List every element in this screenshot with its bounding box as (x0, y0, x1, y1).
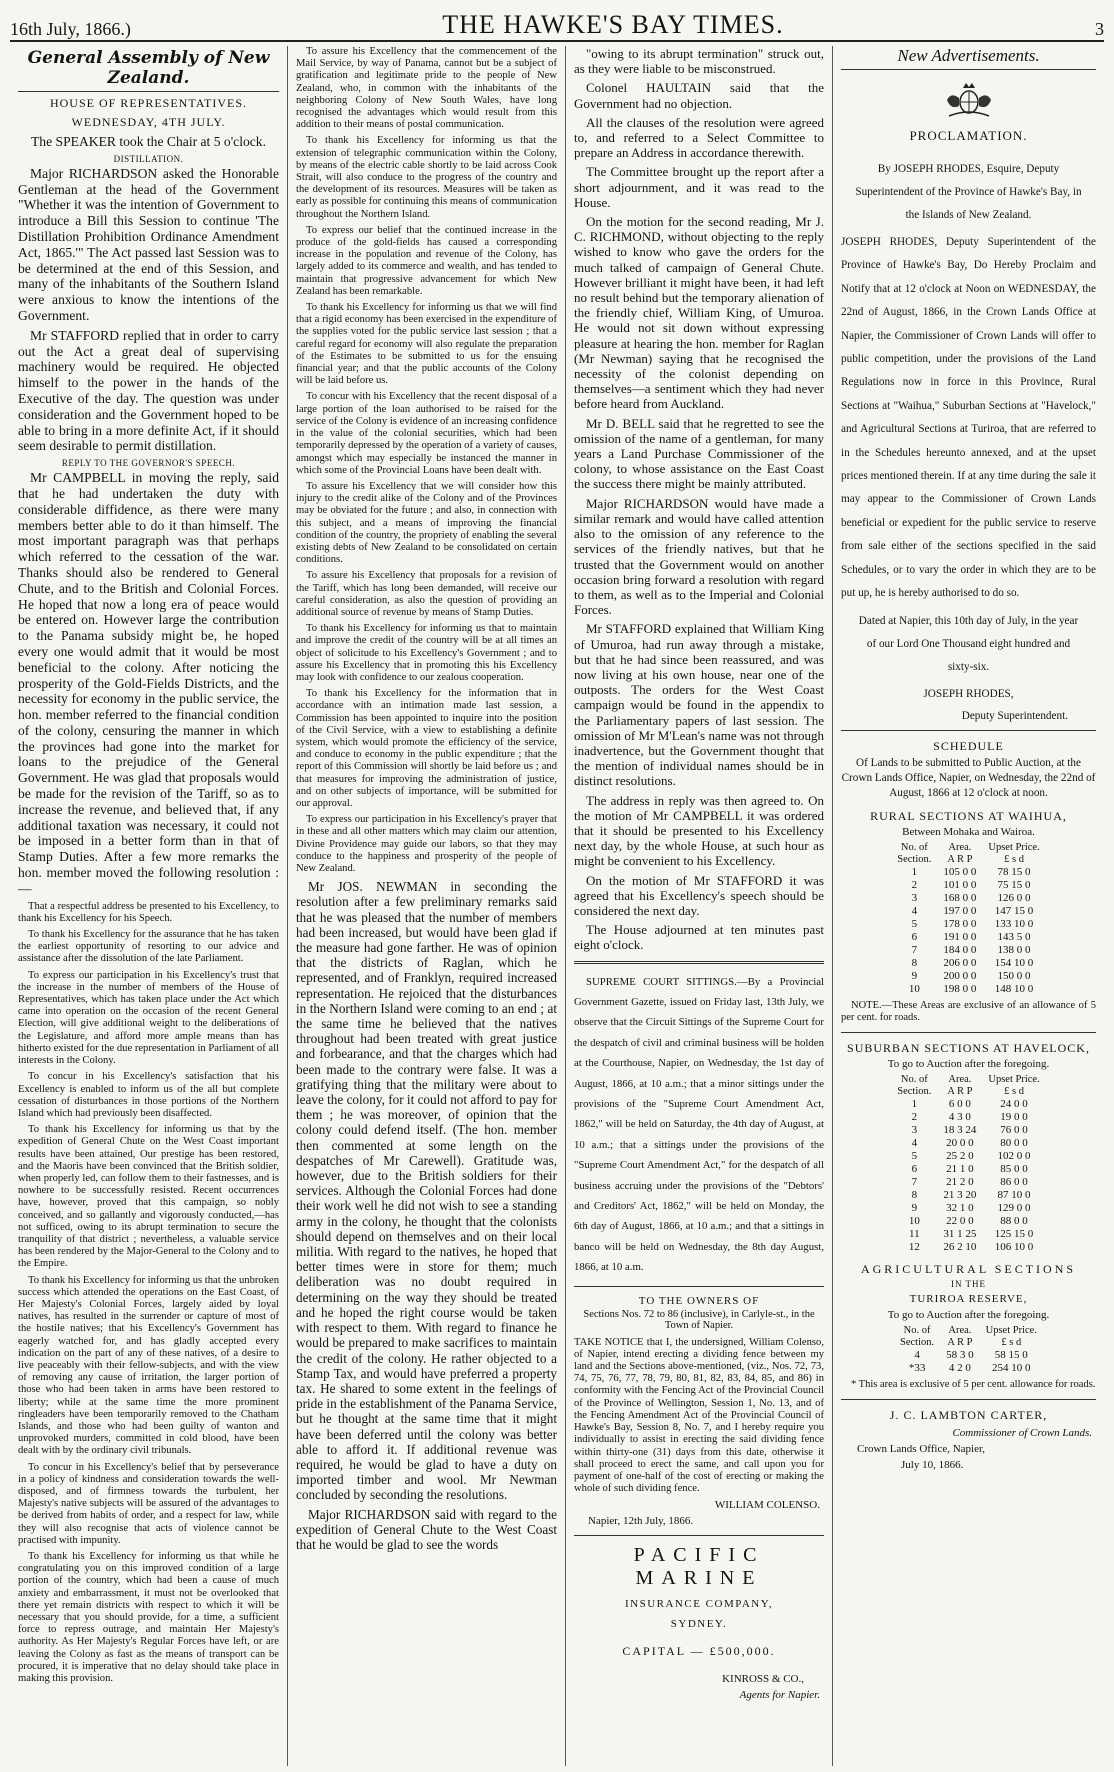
divider (841, 1032, 1096, 1033)
table-cell: 102 0 0 (997, 1149, 1031, 1162)
table-cell: 184 0 0 (943, 943, 977, 956)
table-cell: 18 3 24 (943, 1123, 977, 1136)
paragraph: Mr D. BELL said that he regretted to see the omission of the name of a gentleman, for many years a Land Purchase Commissioner of the colony, to whose assistance on the East Coast the success there might be mainly attributed. (574, 415, 824, 492)
final-role: Commissioner of Crown Lands. (952, 1426, 1092, 1439)
table-cell: 101 0 0 (943, 878, 977, 891)
resolution: To express our participation in his Excellency's trust that the increase in the number of members of the House of Representatives, which has taken place under the Act which came into operation on the occasion of the recent General Election, will give additional weight to the deliberations of the Legislature, and afford more ample means than has hitherto existed for the due representation in Parliament of all interests in the Colony. (18, 969, 279, 1067)
column-header: Section. (900, 1336, 935, 1348)
resolution: To assure his Excellency that proposals for a revision of the Tariff, which has long been demanded, will receive our careful consideration, as also the question of providing an additional source of revenue by means of Stamp Duties. (296, 570, 557, 618)
proclamation-byline: By JOSEPH RHODES, Esquire, Deputy Superintendent of the Province of Hawke's Bay, in the Islands of New Zealand. (855, 163, 1082, 221)
table-cell: 4 (914, 1348, 920, 1361)
new-advertisements-heading: New Advertisements. (841, 46, 1096, 70)
house-heading: HOUSE OF REPRESENTATIVES. (49, 96, 248, 110)
table-row (891, 957, 1045, 970)
proclamation-body: JOSEPH RHODES, Deputy Superintendent of the Province of Hawke's Bay, Do Hereby Proclaim and Notify that at 12 o'clock at Noon on WEDNESDAY, the 22nd of August, 1866, in the Crown Lands Office at Napier, the Commissioner of Crown Lands will offer to public competition, under the provisions of the Land Regulations now in force in this Province, Rural Sections at "Waihua," Suburban Sections at "Havelock," and Agricultural Sections at Turiroa, that are referred to in the Schedules hereunto annexed, and at the upset prices mentioned therein. If at any time during the sale it may appear to the Commissioner of Crown Lands beneficial or expedient for the public service to reserve from sale either of the sections specified in the said Schedules, or to vary the order in which they are to be put up, he is hereby authorised to do so. (841, 236, 1096, 600)
suburban-table (891, 1074, 1045, 1254)
table-row (891, 970, 1045, 983)
table-row (891, 879, 1045, 892)
table-cell: 88 0 0 (1000, 1214, 1028, 1227)
agri-note: * This area is exclusive of 5 per cent. allowance for roads. (851, 1378, 1096, 1390)
paragraph: "owing to its abrupt termination" struck out, as they were liable to be misconstrued. (574, 46, 824, 77)
opening-line: The SPEAKER took the Chair at 5 o'clock. (30, 134, 267, 149)
table-cell: 21 2 0 (946, 1175, 974, 1188)
table-cell: 105 0 0 (943, 865, 977, 878)
column-header: Section. (897, 853, 932, 865)
column-header: A R P (947, 853, 973, 865)
proclamation-heading: PROCLAMATION. (909, 128, 1028, 143)
proclamation-signature: JOSEPH RHODES, (923, 687, 1014, 700)
section-headline: General Assembly of New Zealand. (18, 48, 279, 92)
table-cell: 11 (909, 1227, 920, 1240)
table-cell: 126 0 0 (997, 891, 1031, 904)
table-cell: 76 0 0 (1000, 1123, 1028, 1136)
resolution: To thank his Excellency for the assurance that he has taken the earliest opportunity of resorting to our advice and assistance after the dissolution of the late Parliament. (18, 929, 279, 965)
table-row (891, 918, 1045, 931)
divider (574, 1535, 824, 1536)
page-number: 3 (1095, 19, 1104, 39)
agri-reserve: TURIROA RESERVE, (909, 1292, 1028, 1305)
table-row (891, 905, 1045, 918)
newspaper-title: THE HAWKE'S BAY TIMES. (442, 10, 784, 39)
column-header: No. of (900, 841, 928, 853)
column-header: No. of (903, 1324, 931, 1336)
paragraph: The address in reply was then agreed to. On the motion of Mr CAMPBELL it was ordered that it should be presented to his Excellency next day, by the whole House, at such hour as might be convenient to his Excellency. (574, 792, 824, 869)
table-cell: 3 (911, 1123, 918, 1136)
table-row (891, 1137, 1045, 1150)
table-row (891, 866, 1045, 879)
agri-subtitle: To go to Auction after the foregoing. (887, 1308, 1050, 1321)
table-cell: 8 (911, 956, 918, 969)
column-4 (833, 46, 1104, 1766)
rural-heading: RURAL SECTIONS AT WAIHUA, (870, 808, 1067, 823)
table-row (894, 1362, 1043, 1375)
table-cell: 80 0 0 (1000, 1136, 1028, 1149)
column-header: A R P (947, 1336, 973, 1348)
table-cell: 168 0 0 (943, 891, 977, 904)
column-header: No. of (900, 1073, 928, 1085)
sitting-date: WEDNESDAY, 4TH JULY. (71, 115, 226, 129)
table-cell: 32 1 0 (946, 1201, 974, 1214)
column-header: £ s d (1004, 1085, 1024, 1097)
table-cell: 147 15 0 (994, 904, 1034, 917)
table-cell: 5 (911, 1149, 918, 1162)
table-cell: 24 0 0 (1000, 1097, 1028, 1110)
court-notice: SUPREME COURT SITTINGS.—By a Provincial Government Gazette, issued on Friday last, 13th July, we observe that the Circuit Sittings of the Supreme Court for the despatch of civil and criminal business will be holden at the Courthouse, Napier, on Wednesday, the 1st day of August, 1866, at 10 a.m.; that a minor sittings under the provisions of the "Supreme Court Amendment Act, 1862," will be held on Saturday, the 4th day of August, at 10 a.m.; that a sittings under the provisions of the "Supreme Court Amendment Act," for the despatch of all business accruing under the provisions of the "Debtors' and Creditors' Act, 1862," will be held on Monday, the 6th day of August, 1866, at 10 a.m.; and that a sittings in banco will be held on Wednesday, the 8th day August, 1866, at 10 a.m. (574, 975, 824, 1274)
resolution: To thank his Excellency for informing us that the extension of telegraphic communication within the Colony, by means of the electric cable shortly to be laid across Cook Strait, will also conduce to the progress of the country and the development of its resources. Measures will be taken as early as possible for continuing this means of communication throughout the Northern Island. (296, 135, 557, 220)
paragraph: Mr STAFFORD explained that William King of Umuroa, had run away through a mistake, but that he had since been reassured, and was now living at his own house, near one of the outposts. The orders for the West Coast campaign would be found in the appendix to the Parliamentary papers of last session. The omission of Mr M'Lean's name was not through inadvertence, but the Government thought that the mention of individual names should be in distinct resolutions. (574, 621, 824, 789)
owners-title: TO THE OWNERS OF (638, 1294, 760, 1307)
table-cell: 5 (911, 917, 918, 930)
resolution: To thank his Excellency for informing us that by the expedition of General Chute on the West Coast important results have been attained, Our prestige has been restored, and the Maoris have been convinced that the British soldier, when properly led, can follow them to their fastnesses, and is nowhere to be successfully resisted. Recent occurrences have, however, proved that this campaign, so nobly conceived, and so gallantly and vigorously conducted,—has not sufficed, owing to its abrupt termination to secure the tranquility of that district ; nevertheless, a valuable service has been rendered by the Major-General to the Colony and to the Empire. (18, 1124, 279, 1270)
divider (841, 1399, 1096, 1400)
subhead-distillation: DISTILLATION. (113, 153, 184, 164)
paragraph: Colonel HAULTAIN said that the Government had no objection. (574, 80, 824, 111)
table-cell: 197 0 0 (943, 904, 977, 917)
owners-signature: WILLIAM COLENSO. (714, 1499, 820, 1512)
table-row (891, 1215, 1045, 1228)
table-cell: 12 (908, 1240, 920, 1253)
final-signature: J. C. LAMBTON CARTER, (889, 1407, 1048, 1422)
paragraph: On the motion for the second reading, Mr J. C. RICHMOND, without objecting to the reply wished to know who gave the orders for the much talked of campaign of General Chute. However brilliant it might have been, it had left no result behind but the temporary alienation of the friendly chief, William King, of Umuroa. He would not sit down without expressing pleasure at hearing the hon. member for Raglan (Mr Newman) saying that he recognised the necessity of the colonist depending on themselves—a sentiment which they had never before heard from Auckland. (574, 214, 824, 412)
agri-heading: AGRICULTURAL SECTIONS (860, 1261, 1077, 1276)
owners-date: Napier, 12th July, 1866. (588, 1515, 694, 1528)
proclamation-signature-role: Deputy Superintendent. (961, 709, 1068, 722)
pacific-agent: KINROSS & CO., (722, 1673, 804, 1686)
table-cell: 4 3 0 (948, 1110, 971, 1123)
table-cell: 1 (911, 865, 918, 878)
column-header: Upset Price. (988, 1073, 1040, 1085)
paragraph: On the motion of Mr STAFFORD it was agreed that his Excellency's speech should be considered the next day. (574, 872, 824, 918)
table-cell: 20 0 0 (946, 1136, 974, 1149)
table-cell: 1 (911, 1097, 918, 1110)
divider (841, 730, 1096, 731)
divider (574, 961, 824, 964)
table-cell: *33 (908, 1361, 926, 1374)
table-row (891, 1163, 1045, 1176)
table-cell: 200 0 0 (943, 969, 977, 982)
rural-note: NOTE.—These Areas are exclusive of an allowance of 5 per cent. for roads. (841, 999, 1096, 1023)
suburban-heading: SUBURBAN SECTIONS AT HAVELOCK, (847, 1040, 1090, 1055)
agri-table (894, 1325, 1043, 1375)
schedule-subtitle: Of Lands to be submitted to Public Auction, at the Crown Lands Office, Napier, on Wednesday, the 22nd of August, 1866 at 12 o'clock at noon. (841, 756, 1096, 799)
table-cell: 4 (911, 1136, 918, 1149)
paragraph: Major RICHARDSON said with regard to the expedition of General Chute to the West Coast that he would be glad to see the words (296, 1506, 557, 1552)
table-row (891, 1124, 1045, 1137)
agri-in: IN THE (950, 1278, 987, 1289)
column-header: Area. (948, 841, 972, 853)
table-cell: 6 (911, 1162, 918, 1175)
column-header: A R P (947, 1085, 973, 1097)
column-header: Upset Price. (985, 1324, 1037, 1336)
pacific-subtitle: INSURANCE COMPANY, (624, 1598, 774, 1611)
table-cell: 7 (911, 1175, 918, 1188)
pacific-city: SYDNEY. (670, 1618, 728, 1631)
resolution: To assure his Excellency that we will consider how this injury to the credit alike of the Colony and of the Provinces may be obviated for the future ; and also, in connection with this subject, and a means of improving the financial condition of the country, the propriety of enabling the several existing debts of New Zealand to be consolidated on certain conditions. (296, 480, 557, 566)
paragraph: All the clauses of the resolution were agreed to, and referred to a Select Committee to prepare an Address in accordance therewith. (574, 114, 824, 161)
column-header: Section. (897, 1085, 932, 1097)
table-cell: 254 10 0 (992, 1361, 1031, 1374)
table-cell: 9 (911, 969, 918, 982)
table-cell: 10 (908, 1214, 920, 1227)
resolution: To thank his Excellency for informing us that the unbroken success which attended the operations on the East Coast, of Her Majesty's Colonial Forces, largely aided by loyal natives, has resulted in the surrender or capture of most of the hostile natives; that his Excellency's Government has eagerly watched for, and has gladly accepted every indication on the part of any of these natives, of a desire to live peaceably with their fellow-subjects, and with the view of removing any cause of irritation, the larger portion of those who had been taken in arms have been restored to liberty; while at the same time the more prominent ringleaders have been temporarily removed to the Chatham Islands, and those who had been guilty of wanton and unprovoked murders, committed in cold blood, have been dealt with by the ordinary civil tribunals. (18, 1274, 279, 1457)
table-cell: 6 0 0 (948, 1097, 971, 1110)
table-cell: 133 10 0 (994, 917, 1034, 930)
resolution: To concur in his Excellency's belief that by perseverance in a policy of kindness and consideration towards the well-disposed, and of firmness towards the turbulent, her Majesty's native subjects will be assured of the advantages to be derived from habits of order, and a respect for law, while they will also recognise that acts of violence cannot be practised with impunity. (18, 1461, 279, 1546)
table-row (891, 944, 1045, 957)
table-cell: 138 0 0 (997, 943, 1031, 956)
resolution: To express our participation in his Excellency's prayer that in these and all other matters which may claim our attention, Divine Providence may guide our labors, so that they may conduce to the happiness and prosperity of the people of New Zealand. (296, 814, 557, 874)
table-cell: 206 0 0 (943, 956, 977, 969)
proclamation-dated: Dated at Napier, this 10th day of July, in the year of our Lord One Thousand eight hundred and sixty-six. (858, 614, 1079, 673)
table-cell: 6 (911, 930, 918, 943)
table-cell: 26 2 10 (943, 1240, 977, 1253)
table-cell: 191 0 0 (943, 930, 977, 943)
table-cell: 58 3 0 (946, 1348, 974, 1361)
table-cell: 2 (911, 878, 918, 891)
column-header: Upset Price. (988, 841, 1040, 853)
table-cell: 21 3 20 (943, 1188, 977, 1201)
table-cell: 75 15 0 (997, 878, 1031, 891)
table-cell: 78 15 0 (997, 865, 1031, 878)
royal-crest-icon (841, 78, 1096, 120)
table-cell: 143 5 0 (997, 930, 1031, 943)
resolution: To thank his Excellency for informing us that while he congratulating you on this improved condition of a large portion of the country, which had been a cause of much anxiety and embarrassment, it must not be overlooked that there yet remain districts with respect to which it will be necessary that you should provide, for a time, a sufficient force to repress outrage, and maintain Her Majesty's authority. As Her Majesty's Regular Forces have left, or are leaving the Colony as fast as the means of transport can be procured, it is imperative that no delay should take place in making this provision. (18, 1551, 279, 1685)
resolution: That a respectful address be presented to his Excellency, to thank his Excellency for his Speech. (18, 900, 279, 924)
table-cell: 2 (911, 1110, 918, 1123)
table-cell: 31 1 25 (943, 1227, 977, 1240)
table-cell: 21 1 0 (946, 1162, 974, 1175)
final-office: Crown Lands Office, Napier, (857, 1442, 985, 1455)
table-row (894, 1349, 1043, 1362)
table-row (891, 1111, 1045, 1124)
pacific-title: PACIFIC MARINE (633, 1544, 765, 1590)
resolution: To thank his Excellency for the information that in accordance with an intimation made last session, a Commission has been appointed to inquire into the position of the Civil Service, with a view to establishing a definite system, which would promote the efficiency of the service, and conduce to economy in the public expenditure ; that the report of this Commission will shortly be laid before us ; and that measures for improving the administration of justice, and on other subjects of importance, will be submitted for our approval. (296, 688, 557, 809)
rural-table (891, 842, 1045, 996)
table-cell: 58 15 0 (994, 1348, 1028, 1361)
column-2 (288, 46, 566, 1766)
paragraph: Major RICHARDSON would have made a similar remark and would have called attention also to the omission of any reference to the services of the friendly natives, but that he trusted that the Government would on another occasion bring forward a resolution with regard to them, as well as to the Imperial and Colonial Forces. (574, 495, 824, 618)
table-row (891, 1176, 1045, 1189)
table-cell: 19 0 0 (1000, 1110, 1028, 1123)
table-cell: 4 (911, 904, 918, 917)
paragraph: The Committee brought up the report after a short adjournment, and it was read to the House. (574, 164, 824, 210)
table-cell: 198 0 0 (943, 982, 977, 995)
divider (574, 1286, 824, 1287)
resolution: To thank his Excellency for informing us that we will find that a rigid economy has been exercised in the expenditure of the supplies voted for the public service last session ; that a careful regard for economy will also regulate the preparation of the Estimates to be submitted to us for the ensuing financial year; and that the public accounts of the Colony will be laid before us. (296, 302, 557, 387)
final-date: July 10, 1866. (901, 1458, 964, 1471)
column-1 (10, 46, 288, 1766)
pacific-agent-role: Agents for Napier. (739, 1689, 820, 1702)
resolution: To assure his Excellency that the commencement of the Mail Service, by way of Panama, cannot but be a subject of gratification and legitimate pride to the people of New Zealand, who, in common with the inhabitants of the neighboring Colony of New South Wales, have long recognised the advantages which would result from this addition to their means of postal communication. (296, 46, 557, 131)
table-cell: 22 0 0 (946, 1214, 974, 1227)
table-cell: 86 0 0 (1000, 1175, 1028, 1188)
table-row (891, 1241, 1045, 1254)
table-cell: 87 10 0 (997, 1188, 1031, 1201)
resolution: To thank his Excellency for informing us that to maintain and improve the credit of the country will be at all times an object of solicitude to his Excellency's Government ; and to assure his Excellency that in promoting this his Excellency may look with confidence to our zealous cooperation. (296, 623, 557, 683)
table-cell: 9 (911, 1201, 918, 1214)
table-row (891, 1189, 1045, 1202)
table-row (891, 1228, 1045, 1241)
table-cell: 125 15 0 (994, 1227, 1034, 1240)
paragraph: Major RICHARDSON asked the Honorable Gentleman at the head of the Government "Whether it was the intention of Government to introduce a Bill this Session to continue 'The Distillation Prohibition Ordinance Amendment Act, 1865.'" The Act passed last Session was to be determined at the end of this Session, and many of the inhabitants of the Southern Island were anxious to know the intentions of the Government. (18, 165, 279, 323)
column-3 (566, 46, 833, 1766)
paragraph: Mr JOS. NEWMAN in seconding the resolution after a few preliminary remarks said that he was pleased that the number of members had been increased, but would have been glad if the measure had gone farther. He was of opinion that the districts of Raglan, which he represented, and of Franklyn, required increased representation. He rejoiced that the disturbances in the Northern Island were coming to an end ; at the same time he believed that the natives throughout had been treated with great justice and forbearance, and that the charges which had been made to the contrary were false. It was a gratifying thing that the military were about to leave the colony, for it could not afford to pay for them ; he was moreover, of opinion that the colony could defend itself. (The hon. member then commented at some length on the despatches of Mr Carewell). Gratitude was, however, due to the British soldiers for their services. Although the Colonial Forces had done their work well he did not wish to see a standing army in the colony, he thought that the colonists should depend on themselves and on their local militia. With regard to the natives, he hoped that better times were in store for them; much deliberation was no doubt required in determining on the way they should be treated and he hoped the right course would be taken with respect to them. With regard to finance he would be prepared to make sacrifices to maintain the credit of the colony. He rather objected to a Stamp Tax, and would have preferred a property tax. He shared to some extent in the feelings of pride in the establishment of the Panama Service, but he thought at the same time that it might have been deferred until the colony was better able to afford it. If additional revenue was required, he would be glad to have a duty on imported timber and wool. Mr Newman concluded by seconding the resolutions. (296, 879, 557, 1503)
column-header: Area. (948, 1073, 972, 1085)
table-cell: 10 (908, 982, 920, 995)
rural-subtitle: Between Mohaka and Wairoa. (902, 825, 1035, 838)
resolution: To express our belief that the continued increase in the produce of the gold-fields has caused a corresponding increase in the population and revenue of the Colony, has largely added to its commerce and wealth, and has tended to maintain that progressive advancement for which New Zealand has been remarkable. (296, 224, 557, 297)
table-row (891, 892, 1045, 905)
owners-subtitle: Sections Nos. 72 to 86 (inclusive), in Carlyle-st., in the Town of Napier. (583, 1308, 815, 1331)
table-cell: 150 0 0 (997, 969, 1031, 982)
resolution: To concur in his Excellency's satisfaction that his Excellency is enabled to inform us of the all but complete cessation of disturbances in those portions of the Northern Island which had previously been disaffected. (18, 1071, 279, 1119)
table-cell: 7 (911, 943, 918, 956)
table-cell: 154 10 0 (994, 956, 1034, 969)
column-header: £ s d (1001, 1336, 1022, 1348)
masthead (10, 6, 1104, 42)
owners-notice: TAKE NOTICE that I, the undersigned, William Colenso, of Napier, intend erecting a dividing fence between my land and the Sections above-mentioned, (viz., Nos. 72, 73, 74, 75, 76, 77, 78, 79, 80, 81, 82, 83, 84, 85, and 86) in conformity with the Fencing Act of the Provincial Council of the Province of Wellington, Session 1, No. 13, and of the Fencing Amendment Act of the Provincial Council of Hawke's Bay, Session 8, No. 7, and I hereby require you individually to assist in erecting the said dividing fence within thirty-one (31) days from this date, otherwise it shall proceed to erect the same, and call upon you for payment of one-half of the cost of erecting or making the whole of such dividing fence. (574, 1336, 824, 1495)
suburban-subtitle: To go to Auction after the foregoing. (887, 1057, 1050, 1070)
schedule-heading: SCHEDULE (933, 738, 1004, 753)
table-cell: 178 0 0 (943, 917, 977, 930)
table-row (891, 983, 1045, 996)
paragraph: The House adjourned at ten minutes past eight o'clock. (574, 922, 824, 953)
issue-date: 16th July, 1866.) (10, 19, 131, 39)
table-cell: 148 10 0 (994, 982, 1034, 995)
pacific-capital: CAPITAL — £500,000. (622, 1644, 776, 1659)
table-cell: 129 0 0 (997, 1201, 1031, 1214)
table-cell: 106 10 0 (994, 1240, 1034, 1253)
table-row (891, 1202, 1045, 1215)
column-header: £ s d (1004, 853, 1024, 865)
table-row (891, 1098, 1045, 1111)
table-row (891, 1150, 1045, 1163)
table-cell: 4 2 0 (948, 1361, 971, 1374)
subhead-reply: REPLY TO THE GOVERNOR'S SPEECH. (61, 458, 236, 469)
column-header: Area. (948, 1324, 972, 1336)
paragraph: Mr STAFFORD replied that in order to carry out the Act a great deal of supervising machinery would be required. He objected himself to the power in the hands of the Executive of the day. The question was under consideration and the Government hoped to be able to bring in a more definite Act, if it should seem desirable to permit distillation. (18, 327, 279, 454)
table-cell: 3 (911, 891, 918, 904)
table-cell: 25 2 0 (946, 1149, 974, 1162)
resolution: To concur with his Excellency that the recent disposal of a large portion of the loan authorised to be raised for the service of the Colony is evidence of an increasing confidence in the value of the colonial securities, which had been temporarily depressed by the operation of a variety of causes, amongst which may especially be instanced the manner in which some of the Provincial Loans have been dealt with. (296, 391, 557, 476)
paragraph: Mr CAMPBELL in moving the reply, said that he had undertaken the duty with considerable diffidence, as there were many members better able to do it than himself. The most important paragraph was that perhaps which referred to the cessation of the war. Thanks should also be rendered to General Chute, and to the British and Colonial Forces. He hoped that now a long era of peace would be entered on. However large the contribution to the Panama subsidy might be, he hoped every one would admit that it would be most beneficial to the colony. After noticing the prosperity of the Gold-Fields Districts, and the necessity for economy in the public service, the hon. member referred to the financial condition of the colony, censuring the manner in which the provinces had gone into the market for loans to the prejudice of the General Government. He was glad that proposals would be made for the revision of the Tariff, so as to increase the revenue, and believed that, if any additional taxation was necessary, it could not be imposed in a better form than in that of Stamp Duties. After a few more remarks the hon. member moved the following resolution :— (18, 470, 279, 896)
table-cell: 85 0 0 (1000, 1162, 1028, 1175)
table-row (891, 931, 1045, 944)
table-cell: 8 (911, 1188, 918, 1201)
